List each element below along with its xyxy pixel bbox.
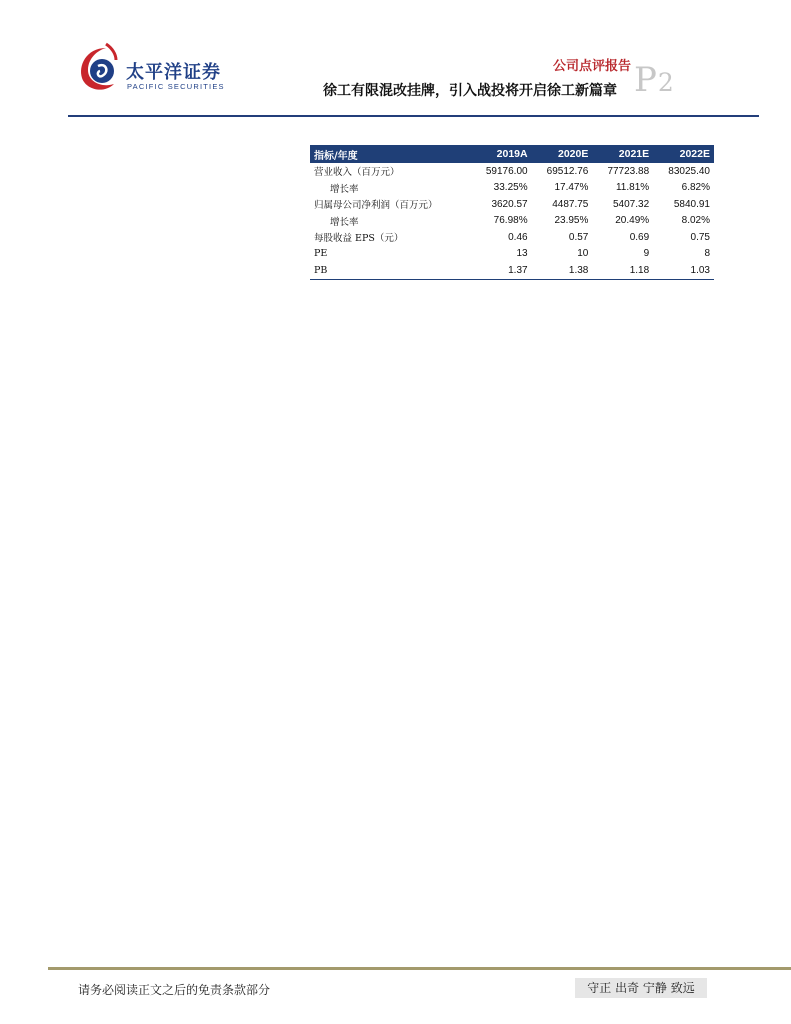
table-cell: 0.75	[690, 231, 710, 243]
footer-disclaimer: 请务必阅读正文之后的免责条款部分	[78, 983, 271, 997]
table-cell: 0.69	[629, 231, 650, 243]
footer-divider	[48, 967, 791, 970]
table-row	[310, 163, 714, 180]
table-cell: 23.95%	[554, 215, 589, 227]
table-cell: 1.03	[653, 262, 714, 279]
company-logo	[76, 42, 236, 94]
table-cell: 83025.40	[668, 165, 710, 177]
footer-motto: 守正 出奇 宁静 致远	[575, 978, 707, 998]
logo-english-name: PACIFIC SECURITIES	[127, 82, 225, 91]
table-header-row	[310, 145, 714, 163]
table-row	[310, 180, 714, 197]
header-cell-indicator: 指标/年度	[310, 145, 471, 163]
header-divider	[68, 115, 759, 117]
table-cell: 4487.75	[552, 198, 589, 210]
row-label: PB	[310, 262, 471, 279]
header-cell-2022e: 2022E	[653, 145, 714, 163]
page-digit: 2	[657, 68, 674, 97]
table-cell: 33.25%	[493, 182, 528, 194]
table-cell: 9	[643, 248, 650, 260]
table-cell: 0.46	[508, 231, 528, 243]
row-label: 归属母公司净利润（百万元）	[314, 200, 438, 212]
table-cell: 1.37	[471, 262, 532, 279]
row-label: 增长率	[330, 183, 359, 195]
table-row	[310, 229, 714, 246]
financial-forecast-table	[310, 145, 714, 280]
table-row	[310, 246, 714, 263]
table-row	[310, 262, 714, 279]
table-cell: 1.18	[592, 262, 653, 279]
table-cell: 5407.32	[613, 198, 650, 210]
table-cell: 5840.91	[673, 198, 710, 210]
table-cell: 59176.00	[485, 165, 528, 177]
table-cell: 77723.88	[607, 165, 650, 177]
logo-chinese-name: 太平洋证券	[126, 62, 221, 83]
table-cell: 3620.57	[491, 198, 528, 210]
row-label: PE	[314, 248, 328, 260]
header-cell-2020e: 2020E	[532, 145, 593, 163]
page-number	[634, 60, 674, 100]
row-label: 增长率	[330, 216, 359, 228]
table-cell: 10	[577, 248, 589, 260]
table-cell: 20.49%	[615, 215, 650, 227]
table-cell: 8	[704, 248, 710, 260]
table-cell: 13	[516, 248, 528, 260]
table-cell: 0.57	[568, 231, 589, 243]
table-cell: 76.98%	[493, 215, 528, 227]
table-cell: 1.38	[532, 262, 593, 279]
report-type: 公司点评报告	[552, 59, 631, 74]
row-label: 每股收益 EPS（元）	[314, 233, 404, 245]
table-cell: 6.82%	[681, 182, 710, 194]
table-row	[310, 196, 714, 213]
report-title: 徐工有限混改挂牌，引入战投将开启徐工新篇章	[323, 83, 617, 99]
table-cell: 17.47%	[554, 182, 589, 194]
table-cell: 8.02%	[681, 215, 710, 227]
table-row	[310, 213, 714, 230]
row-label: 营业收入（百万元）	[314, 167, 400, 179]
page-letter: P	[634, 60, 657, 100]
logo-emblem-icon	[76, 42, 122, 94]
header-cell-2019a: 2019A	[471, 145, 532, 163]
header-cell-2021e: 2021E	[592, 145, 653, 163]
table-cell: 11.81%	[615, 182, 650, 194]
table-cell: 69512.76	[546, 165, 589, 177]
